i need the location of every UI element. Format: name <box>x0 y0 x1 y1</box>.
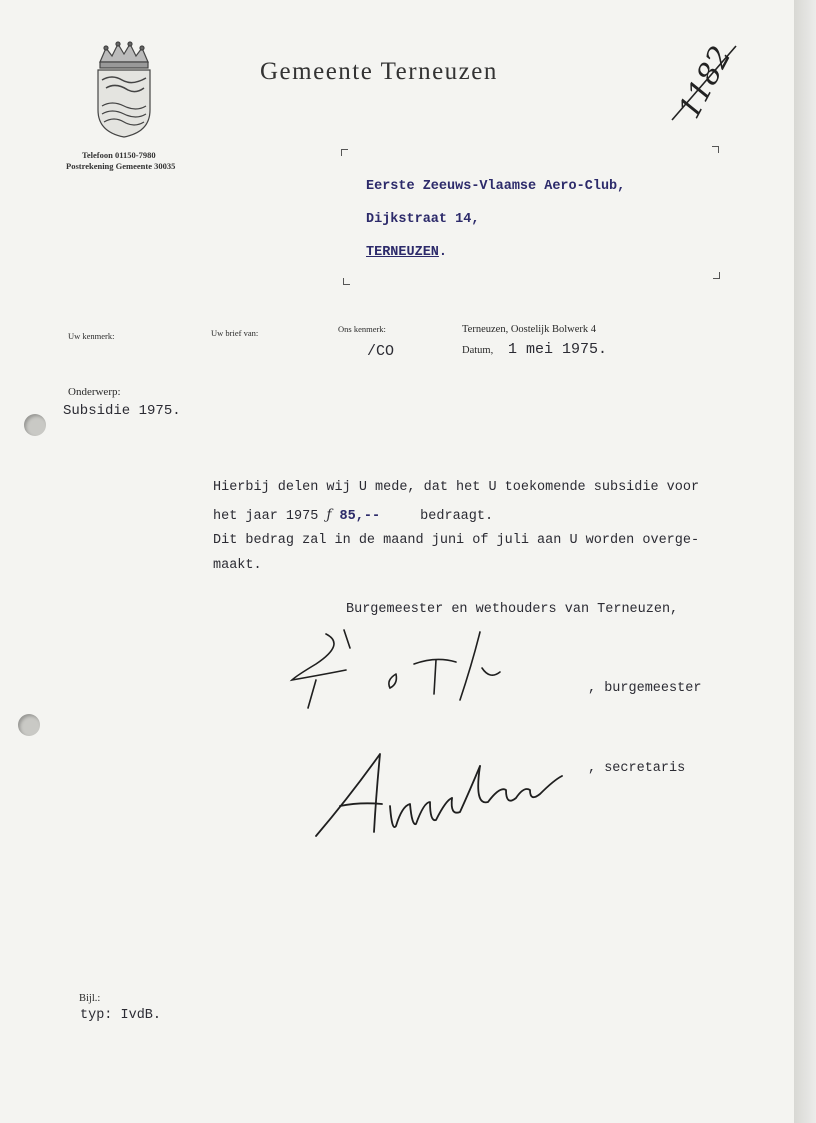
punch-hole <box>24 414 46 436</box>
recipient-city-suffix: . <box>438 245 448 260</box>
recipient-line-2: Dijkstraat 14, <box>366 212 480 227</box>
body-line-2 <box>213 507 493 524</box>
subsidy-amount: 85,-- <box>339 509 381 524</box>
municipality-title: Gemeente Terneuzen <box>260 58 498 85</box>
typist-initials: typ: IvdB. <box>80 1008 162 1023</box>
body-line-4: maakt. <box>213 558 262 573</box>
coat-of-arms-icon <box>92 40 156 140</box>
closing-text: Burgemeester en wethouders van Terneuzen, <box>346 602 679 617</box>
bijlagen-label: Bijl.: <box>79 993 101 1004</box>
body-year-text: het jaar 1975 <box>213 509 319 524</box>
datum-label: Datum, <box>462 345 494 356</box>
window-mark <box>343 278 350 285</box>
window-mark <box>341 149 348 156</box>
giro-account: Postrekening Gemeente 30035 <box>66 161 176 171</box>
page-edge <box>794 0 816 1123</box>
mayor-signature <box>286 624 526 714</box>
recipient-line-3 <box>366 245 447 260</box>
role-burgemeester: , burgemeester <box>588 681 702 696</box>
window-mark <box>713 272 720 279</box>
recipient-line-1: Eerste Zeeuws-Vlaamse Aero-Club, <box>366 179 626 194</box>
body-line-1: Hierbij delen wij U mede, dat het U toekomende subsidie voor <box>213 480 700 495</box>
uw-kenmerk-label: Uw kenmerk: <box>68 331 115 341</box>
datum-value: 1 mei 1975. <box>508 341 608 358</box>
handwritten-file-number: 1182 <box>672 40 739 125</box>
file-number-stroke <box>668 42 740 124</box>
uw-brief-label: Uw brief van: <box>211 328 259 338</box>
subject-value: Subsidie 1975. <box>63 403 181 419</box>
ons-kenmerk-label: Ons kenmerk: <box>338 324 386 334</box>
phone-number: Telefoon 01150-7980 <box>82 150 156 160</box>
window-mark <box>712 146 719 153</box>
secretary-signature <box>310 746 580 846</box>
punch-hole <box>18 714 40 736</box>
sender-address: Terneuzen, Oostelijk Bolwerk 4 <box>462 324 596 335</box>
body-bedraagt: bedraagt. <box>420 509 494 524</box>
role-secretaris: , secretaris <box>588 761 686 776</box>
subject-label: Onderwerp: <box>68 386 121 398</box>
currency-symbol: ƒ <box>326 507 332 523</box>
body-line-3: Dit bedrag zal in de maand juni of juli aan U worden overge- <box>213 533 700 548</box>
ons-kenmerk-value: /CO <box>367 343 395 360</box>
recipient-city: TERNEUZEN <box>366 245 439 260</box>
